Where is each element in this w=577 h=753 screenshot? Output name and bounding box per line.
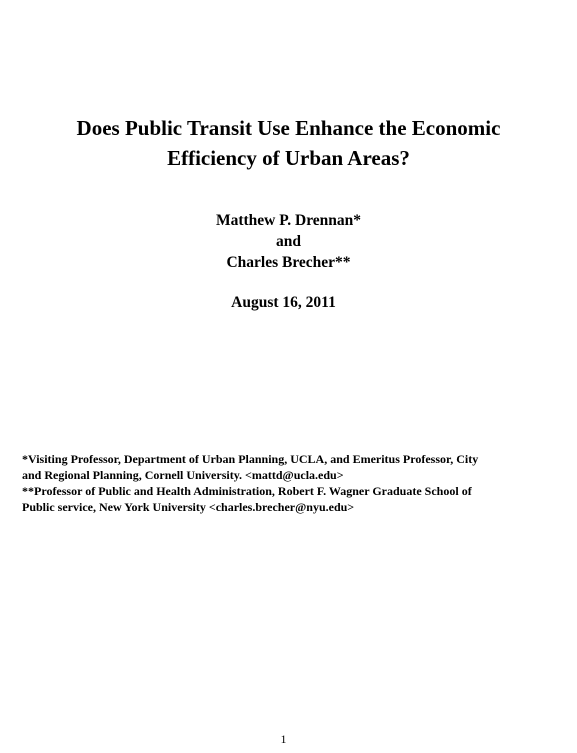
footnote-second-line-2: Public service, New York University <charles.brecher@nyu.edu>: [22, 500, 355, 514]
author-conjunction: and: [276, 233, 301, 250]
author-first: Matthew P. Drennan*: [215, 212, 362, 229]
author-footnotes: [22, 451, 542, 515]
footnote-second-line-1: **Professor of Public and Health Administration, Robert F. Wagner Graduate School of: [22, 484, 472, 498]
paper-date: August 16, 2011: [231, 294, 336, 311]
paper-title-line-1: Does Public Transit Use Enhance the Economic: [76, 116, 501, 140]
author-block: [0, 210, 577, 273]
paper-title: [0, 113, 577, 173]
footnote-first-line-2: and Regional Planning, Cornell University. <mattd@ucla.edu>: [22, 468, 344, 482]
paper-title-line-2: Efficiency of Urban Areas?: [167, 146, 410, 170]
author-second: Charles Brecher**: [226, 254, 351, 271]
page-number: 1: [280, 732, 287, 746]
footnote-first-line-1: *Visiting Professor, Department of Urban Planning, UCLA, and Emeritus Professor, City: [22, 452, 479, 466]
